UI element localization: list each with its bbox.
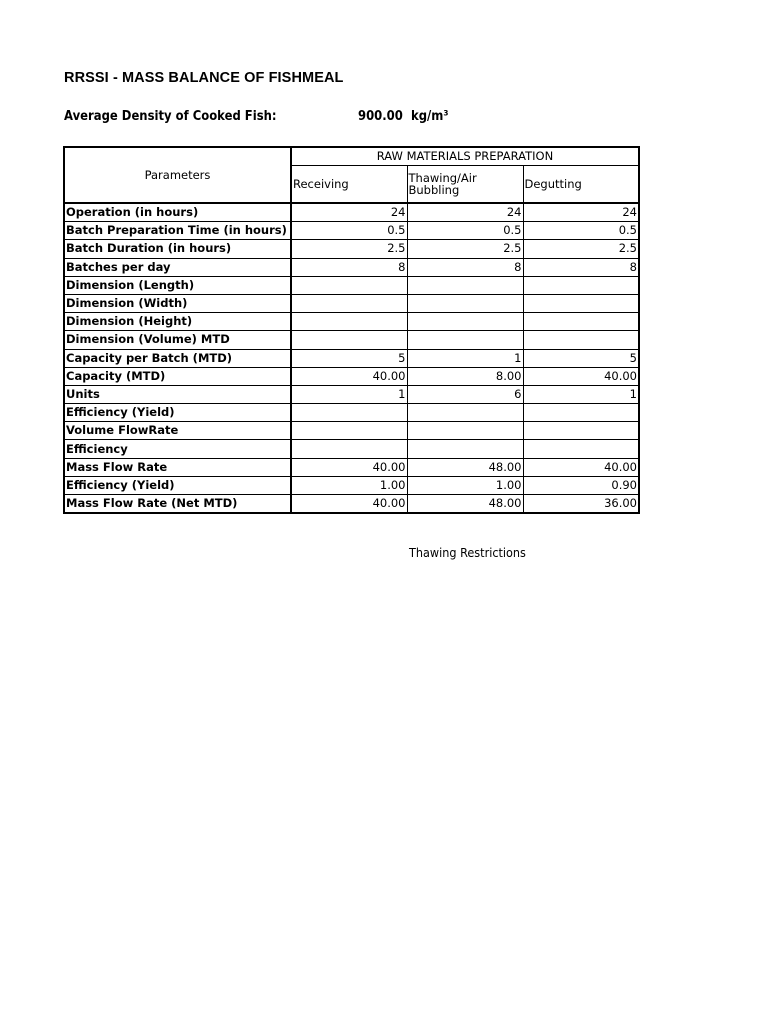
cell-value: 40.00 — [523, 458, 639, 476]
table-row — [64, 385, 639, 403]
row-label: Dimension (Length) — [64, 276, 291, 294]
row-label: Volume FlowRate — [64, 422, 291, 440]
cell-value — [523, 440, 639, 458]
table-row — [64, 222, 639, 240]
cell-value: 1 — [291, 385, 407, 403]
cell-value — [407, 331, 523, 349]
table-row — [64, 440, 639, 458]
cell-value — [523, 313, 639, 331]
cell-value: 2.5 — [407, 240, 523, 258]
cell-value: 36.00 — [523, 495, 639, 514]
cell-value: 8 — [523, 258, 639, 276]
row-label: Capacity (MTD) — [64, 367, 291, 385]
cell-value: 40.00 — [291, 458, 407, 476]
density-value: 900.00 — [358, 108, 403, 124]
cell-value — [407, 276, 523, 294]
cell-value: 0.5 — [291, 222, 407, 240]
cell-value: 1 — [523, 385, 639, 403]
cell-value — [291, 276, 407, 294]
table-row — [64, 331, 639, 349]
row-label: Dimension (Width) — [64, 294, 291, 312]
cell-value — [407, 404, 523, 422]
cell-value — [523, 294, 639, 312]
table-row — [64, 240, 639, 258]
cell-value: 40.00 — [523, 367, 639, 385]
table-row — [64, 203, 639, 222]
row-label: Batch Preparation Time (in hours) — [64, 222, 291, 240]
cell-value: 0.5 — [407, 222, 523, 240]
cell-value: 48.00 — [407, 458, 523, 476]
row-label: Mass Flow Rate (Net MTD) — [64, 495, 291, 514]
thawing-restrictions-note: Thawing Restrictions — [409, 545, 526, 560]
cell-value — [407, 440, 523, 458]
density-label: Average Density of Cooked Fish: — [64, 108, 277, 124]
cell-value — [291, 313, 407, 331]
cell-value — [523, 422, 639, 440]
cell-value — [291, 294, 407, 312]
cell-value: 1.00 — [291, 476, 407, 494]
row-label: Efficiency — [64, 440, 291, 458]
table-row — [64, 476, 639, 494]
group-header: RAW MATERIALS PREPARATION — [291, 147, 639, 166]
cell-value — [407, 294, 523, 312]
cell-value: 48.00 — [407, 495, 523, 514]
cell-value: 8.00 — [407, 367, 523, 385]
cell-value: 6 — [407, 385, 523, 403]
table-row — [64, 258, 639, 276]
cell-value — [291, 404, 407, 422]
cell-value: 2.5 — [523, 240, 639, 258]
column-header-receiving: Receiving — [291, 166, 407, 204]
cell-value — [523, 331, 639, 349]
table-row — [64, 404, 639, 422]
cell-value: 1.00 — [407, 476, 523, 494]
mass-balance-table — [63, 146, 640, 514]
cell-value — [407, 422, 523, 440]
cell-value — [523, 404, 639, 422]
row-label: Efficiency (Yield) — [64, 476, 291, 494]
row-label: Dimension (Volume) MTD — [64, 331, 291, 349]
table-row — [64, 367, 639, 385]
cell-value — [291, 331, 407, 349]
density-unit: kg/m³ — [411, 108, 449, 124]
cell-value: 1 — [407, 349, 523, 367]
table-row — [64, 422, 639, 440]
cell-value: 8 — [291, 258, 407, 276]
column-header-degutting: Degutting — [523, 166, 639, 204]
row-label: Batch Duration (in hours) — [64, 240, 291, 258]
page-title: RRSSI - MASS BALANCE OF FISHMEAL — [64, 70, 344, 86]
table-row — [64, 458, 639, 476]
cell-value: 8 — [407, 258, 523, 276]
table-row — [64, 313, 639, 331]
table-row — [64, 276, 639, 294]
row-label: Efficiency (Yield) — [64, 404, 291, 422]
cell-value — [291, 440, 407, 458]
row-label: Capacity per Batch (MTD) — [64, 349, 291, 367]
row-label: Operation (in hours) — [64, 203, 291, 222]
cell-value — [407, 313, 523, 331]
column-header-thawing: Thawing/Air Bubbling — [407, 166, 523, 204]
cell-value: 24 — [407, 203, 523, 222]
cell-value: 40.00 — [291, 367, 407, 385]
cell-value: 5 — [523, 349, 639, 367]
cell-value — [291, 422, 407, 440]
row-label: Dimension (Height) — [64, 313, 291, 331]
cell-value: 0.90 — [523, 476, 639, 494]
cell-value: 24 — [291, 203, 407, 222]
table-row — [64, 495, 639, 514]
row-label: Batches per day — [64, 258, 291, 276]
cell-value: 5 — [291, 349, 407, 367]
cell-value: 0.5 — [523, 222, 639, 240]
table-row — [64, 349, 639, 367]
table-row — [64, 294, 639, 312]
cell-value: 24 — [523, 203, 639, 222]
cell-value: 40.00 — [291, 495, 407, 514]
cell-value: 2.5 — [291, 240, 407, 258]
row-label: Mass Flow Rate — [64, 458, 291, 476]
row-label: Units — [64, 385, 291, 403]
parameters-header: Parameters — [64, 147, 291, 203]
cell-value — [523, 276, 639, 294]
